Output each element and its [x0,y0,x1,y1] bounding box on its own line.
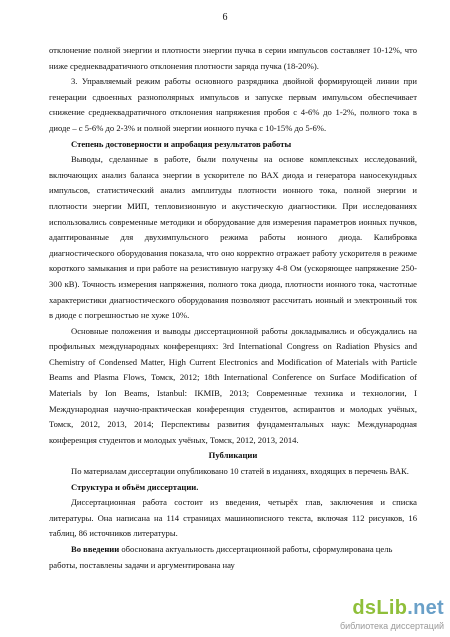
paragraph-energy-deviation: отклонение полной энергии и плотности энергии пучка в серии импульсов составляет 10-12%, что ниже среднеквадратичного отклонения плотности заряда пучка (18-20%). [49,45,417,71]
paragraph-conclusions: Выводы, сделанные в работе, были получены на основе комплексных исследований, включающих анализ баланса энергии в ускорителе по ВАХ диода и генератора наносекундных импульсов, статистический анализ амплитуды плотности ионного тока, полной энергии и плотности энергии МИП, тепловизионную и акустическую диагностики. При исследованиях использовались современные методики и оборудование для измерения параметров ионных пучков, адаптированные для двухимпульсного режима работы ионного диода. Калибровка диагностического оборудования показала, что оно корректно отражает работу ускорителя в режиме короткого замыкания и при работе на резистивную нагрузку 4-8 Ом (ускоряющее напряжение 250-300 кВ). Точность измерения напряжения, полного тока диода, плотности ионного тока, частотные характеристики диагностического оборудования позволяют рассчитать ионный и электронный ток в диоде с погрешностью не хуже 10%. [49,154,417,321]
dslib-logo: dsLib.net [352,597,444,619]
paragraph-structure: Диссертационная работа состоит из введения, четырёх глав, заключения и списка литературы. Она написана на 114 страницах машинописного текста, включая 112 рисунков, 16 таблиц, 86 источников литературы. [49,497,417,539]
page-number: 6 [222,12,228,23]
document-body [49,43,417,573]
heading-reliability: Степень достоверности и апробация результатов работы [71,138,292,149]
watermark [324,597,444,635]
introduction-label: Во введении [71,544,120,554]
watermark-tagline: библиотека диссертаций [339,621,444,631]
paragraph-introduction [49,542,417,573]
heading-structure: Структура и объём диссертации. [71,481,199,492]
heading-publications: Публикации [208,450,258,461]
introduction-text: обоснована актуальность диссертационной работы, сформулирована цель работы, поставлены задачи и аргументирована нау [49,544,393,570]
paragraph-publications: По материалам диссертации опубликовано 10 статей в изданиях, входящих в перечень ВАК. [71,466,409,477]
paragraph-conferences: Основные положения и выводы диссертационной работы докладывались и обсуждались на профильных международных конференциях: 3rd International Congress on Radiation Physics and Chemistry of Condensed Matter, High Current Electronics and Modification of Materials with Particle Beams and Plasma Flows, Томск, 2012; 18th International Conference on Surface Modification of Materials by Ion Beams, Istanbul: IKMIB, 2013; Современные техника и технологии, I Международная научно-практическая конференция студентов, аспирантов и молодых учёных, Томск, 2012, 2013, 2014; Перспективы развития фундаментальных наук: Международная конференция студентов и молодых учёных, Томск, 2012, 2013, 2014. [49,325,417,445]
paragraph-point-3: 3. Управляемый режим работы основного разрядника двойной формирующей линии при генерации сдвоенных разнополярных импульсов и запуске первым импульсом обеспечивает снижение среднеквадратичного отклонения напряжения пробоя с 4-6% до 1-2%, полного тока в диоде – с 5-6% до 2-3% и полной энергии ионного пучка с 10-15% до 5-6%. [49,76,417,133]
